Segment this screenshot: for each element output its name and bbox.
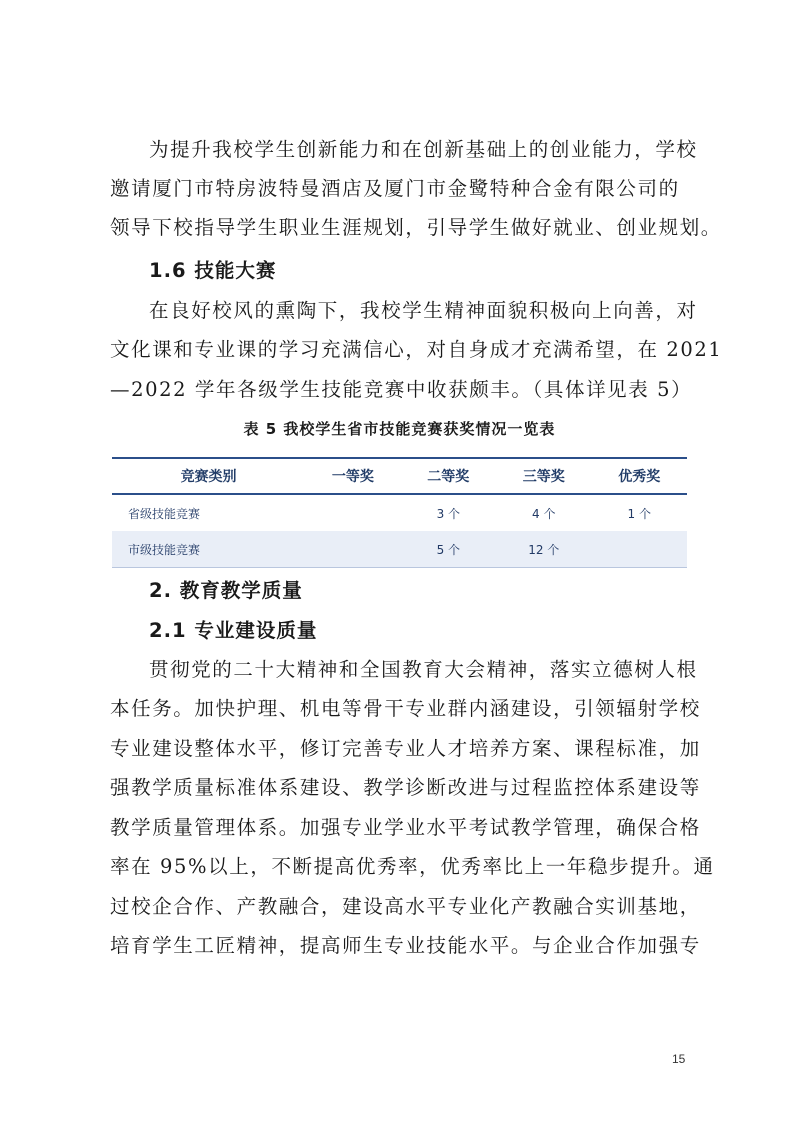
paragraph-line: 文化课和专业课的学习充满信心，对自身成才充满希望，在 2021 <box>110 338 723 361</box>
table-cell: 1 个 <box>627 506 651 521</box>
paragraph-line: 贯彻党的二十大精神和全国教育大会精神，落实立德树人根 <box>149 658 698 681</box>
paragraph-line: 过校企合作、产教融合，建设高水平专业化产教融合实训基地， <box>110 895 701 918</box>
paragraph-line: 为提升我校学生创新能力和在创新基础上的创业能力，学校 <box>149 138 698 161</box>
paragraph-line: —2022 学年各级学生技能竞赛中收获颇丰。（具体详见表 5） <box>110 378 693 401</box>
table-cell: 12 个 <box>496 531 591 568</box>
table-cell: 省级技能竞赛 <box>128 506 201 521</box>
column-header: 一等奖 <box>305 458 400 494</box>
table-cell: 5 个 <box>401 531 496 568</box>
paragraph-line: 本任务。加快护理、机电等骨干专业群内涵建设，引领辐射学校 <box>110 697 701 720</box>
column-header: 三等奖 <box>496 458 591 494</box>
page-number: 15 <box>672 1052 686 1066</box>
paragraph-line: 邀请厦门市特房波特曼酒店及厦门市金鹭特种合金有限公司的 <box>110 177 680 200</box>
column-header: 优秀奖 <box>591 458 687 494</box>
paragraph-line: 专业建设整体水平，修订完善专业人才培养方案、课程标准，加 <box>110 737 701 760</box>
paragraph-line: 在良好校风的熏陶下，我校学生精神面貌积极向上向善，对 <box>149 299 698 322</box>
table-row <box>112 531 687 568</box>
table-cell <box>591 531 687 568</box>
table-cell <box>305 494 400 531</box>
awards-table <box>112 457 687 568</box>
table-cell: 4 个 <box>532 506 556 521</box>
subsection-heading: 2.1 专业建设质量 <box>149 619 318 642</box>
section-heading: 2. 教育教学质量 <box>149 579 303 602</box>
column-header: 竞赛类别 <box>112 458 305 494</box>
paragraph-line: 培育学生工匠精神，提高师生专业技能水平。与企业合作加强专 <box>110 934 701 957</box>
paragraph-line: 率在 95%以上，不断提高优秀率，优秀率比上一年稳步提升。通 <box>110 855 715 878</box>
paragraph-line: 领导下校指导学生职业生涯规划，引导学生做好就业、创业规划。 <box>110 216 722 239</box>
table-caption: 表 5 我校学生省市技能竞赛获奖情况一览表 <box>243 420 556 438</box>
paragraph-line: 强教学质量标准体系建设、教学诊断改进与过程监控体系建设等 <box>110 776 701 799</box>
table-row <box>112 494 687 531</box>
column-header: 二等奖 <box>401 458 496 494</box>
table-cell: 3 个 <box>436 506 461 521</box>
table-cell: 市级技能竞赛 <box>112 531 305 568</box>
table-cell <box>305 531 400 568</box>
paragraph-line: 教学质量管理体系。加强专业学业水平考试教学管理，确保合格 <box>110 816 701 839</box>
section-heading: 1.6 技能大赛 <box>149 259 277 282</box>
table-header-row <box>112 458 687 494</box>
